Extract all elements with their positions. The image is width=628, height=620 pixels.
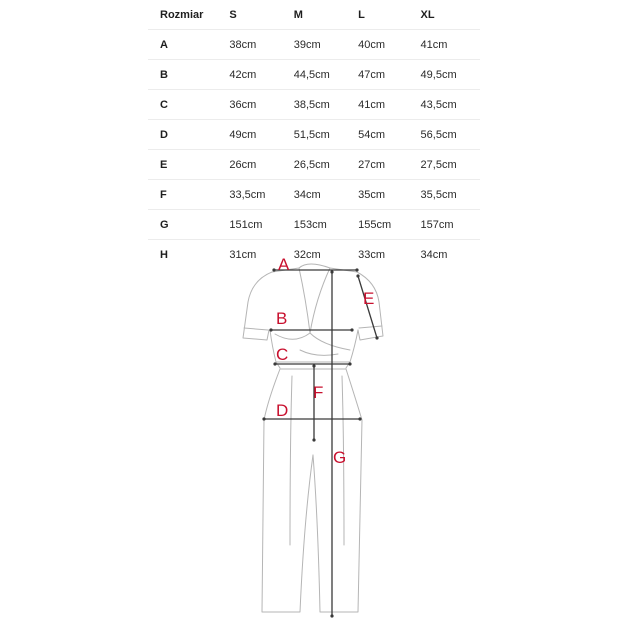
row-label: F bbox=[160, 188, 167, 201]
row-label: C bbox=[160, 98, 168, 111]
row-label: H bbox=[160, 248, 168, 261]
header-m: M bbox=[293, 8, 303, 21]
cell-s: 36cm bbox=[229, 98, 257, 111]
cell-xl: 56,5cm bbox=[420, 128, 457, 141]
cell-m: 34cm bbox=[293, 188, 321, 201]
cell-m: 26,5cm bbox=[293, 158, 330, 171]
label-b: B bbox=[276, 309, 288, 328]
cell-s: 42cm bbox=[229, 68, 257, 81]
left-cuff-line bbox=[244, 328, 268, 330]
table-row bbox=[148, 120, 480, 150]
row-label: G bbox=[160, 218, 169, 231]
label-f: F bbox=[313, 383, 324, 402]
cell-s: 38cm bbox=[229, 38, 257, 51]
cell-l: 40cm bbox=[358, 38, 386, 51]
label-a: A bbox=[278, 255, 290, 274]
cell-m: 153cm bbox=[293, 218, 327, 231]
cell-xl: 41cm bbox=[420, 38, 448, 51]
cell-m: 44,5cm bbox=[293, 68, 330, 81]
cell-s: 31cm bbox=[229, 248, 257, 261]
cell-s: 26cm bbox=[229, 158, 257, 171]
size-table bbox=[148, 0, 480, 269]
cell-l: 27cm bbox=[358, 158, 386, 171]
table-header-row bbox=[148, 0, 480, 30]
cell-m: 39cm bbox=[293, 38, 321, 51]
table-row bbox=[148, 180, 480, 210]
cell-xl: 49,5cm bbox=[420, 68, 457, 81]
cell-xl: 157cm bbox=[420, 218, 454, 231]
row-label: E bbox=[160, 158, 168, 171]
header-s: S bbox=[229, 8, 237, 21]
table-row bbox=[148, 90, 480, 120]
table-row bbox=[148, 210, 480, 240]
right-leg-outline bbox=[313, 369, 362, 612]
table-row bbox=[148, 60, 480, 90]
label-e: E bbox=[363, 289, 375, 308]
cell-m: 32cm bbox=[293, 248, 321, 261]
header-l: L bbox=[358, 8, 365, 21]
cell-l: 47cm bbox=[358, 68, 386, 81]
row-label: B bbox=[160, 68, 168, 81]
cell-s: 33,5cm bbox=[229, 188, 266, 201]
table-row bbox=[148, 150, 480, 180]
cell-xl: 34cm bbox=[420, 248, 448, 261]
cell-l: 41cm bbox=[358, 98, 386, 111]
table-row bbox=[148, 30, 480, 60]
cell-m: 38,5cm bbox=[293, 98, 330, 111]
cell-xl: 35,5cm bbox=[420, 188, 457, 201]
cell-s: 151cm bbox=[229, 218, 263, 231]
cell-xl: 27,5cm bbox=[420, 158, 457, 171]
cell-m: 51,5cm bbox=[293, 128, 330, 141]
cell-xl: 43,5cm bbox=[420, 98, 457, 111]
label-c: C bbox=[276, 345, 289, 364]
header-xl: XL bbox=[420, 8, 435, 21]
row-label: D bbox=[160, 128, 168, 141]
label-d: D bbox=[276, 401, 289, 420]
garment-measurement-diagram bbox=[0, 248, 628, 620]
cell-l: 33cm bbox=[358, 248, 386, 261]
label-g: G bbox=[333, 448, 347, 467]
jumpsuit-outline bbox=[243, 264, 383, 612]
right-cuff-line bbox=[359, 326, 382, 328]
cell-s: 49cm bbox=[229, 128, 257, 141]
cell-l: 35cm bbox=[358, 188, 386, 201]
cell-l: 155cm bbox=[358, 218, 392, 231]
back-neck-outline bbox=[299, 264, 330, 268]
header-size: Rozmiar bbox=[160, 8, 204, 21]
cell-l: 54cm bbox=[358, 128, 386, 141]
row-label: A bbox=[160, 38, 168, 51]
